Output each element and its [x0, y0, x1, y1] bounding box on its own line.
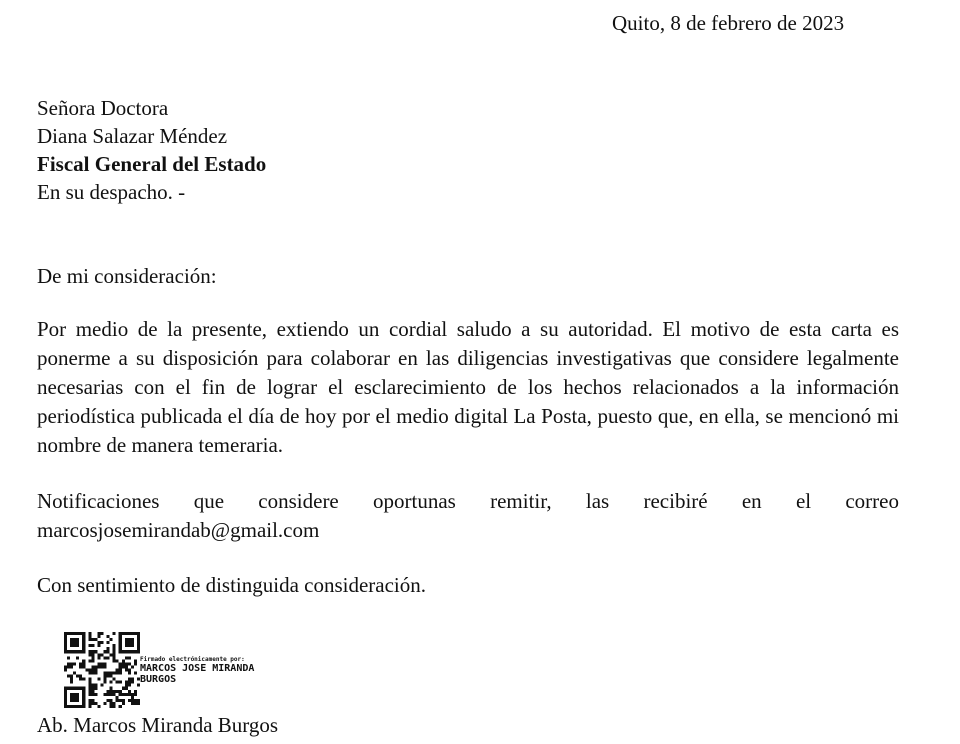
body-paragraph-1: Por medio de la presente, extiendo un cordial saludo a su autoridad. El motivo de esta carta es ponerme a su disposición para colaborar en las diligencias investigativas que considere legalmente necesarias con el fin de lograr el esclarecimiento de los hechos relacionados a la información periodística publicada el día de hoy por el medio digital La Posta, puesto que, en ella, se mencionó mi nombre de manera temeraria. [37, 317, 899, 457]
stamp-name-line2: BURGOS [140, 674, 177, 685]
recipient-position: Fiscal General del Estado [37, 152, 267, 176]
electronic-signature-stamp [140, 656, 254, 685]
recipient-name: Diana Salazar Méndez [37, 124, 228, 148]
recipient-title: Señora Doctora [37, 96, 169, 120]
body-paragraph-2: Notificaciones que considere oportunas remitir, las recibiré en el correo marcosjosemirandab@gmail.com [37, 489, 899, 542]
salutation: De mi consideración: [37, 264, 217, 288]
stamp-label: Firmado electrónicamente por: [140, 656, 245, 663]
recipient-location: En su despacho. - [37, 180, 186, 204]
stamp-name-line1: MARCOS JOSE MIRANDA [140, 663, 255, 674]
qr-code-icon [64, 632, 140, 708]
closing: Con sentimiento de distinguida consideración. [37, 573, 427, 597]
letter-date: Quito, 8 de febrero de 2023 [612, 11, 845, 35]
signer-name: Ab. Marcos Miranda Burgos [37, 713, 279, 737]
